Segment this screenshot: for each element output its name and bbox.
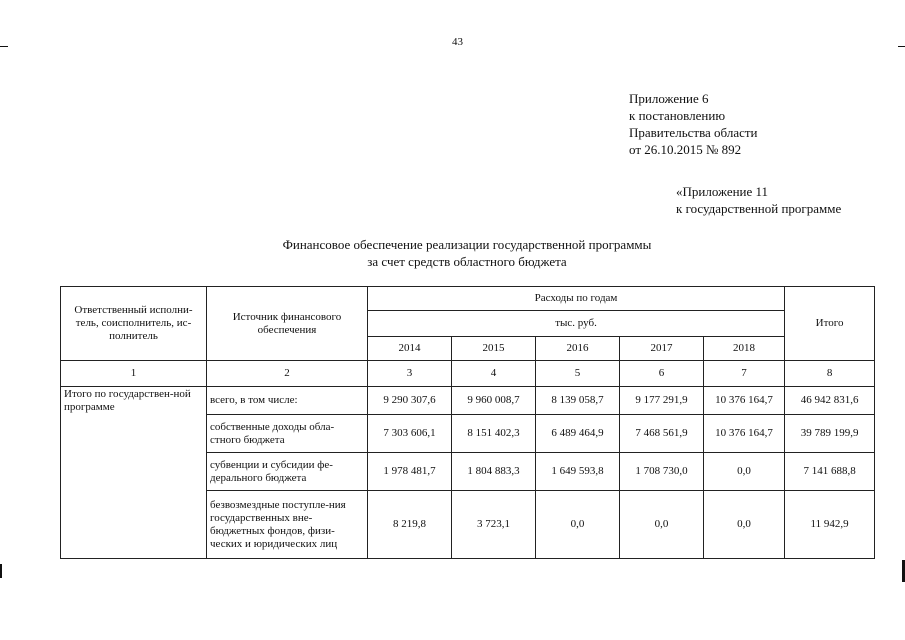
total-cell: 7 141 688,8 (785, 453, 875, 491)
column-number: 2 (207, 361, 368, 387)
header-year: 2016 (536, 337, 620, 361)
column-number: 8 (785, 361, 875, 387)
value-cell: 0,0 (620, 491, 704, 559)
appendix-quote (676, 183, 841, 217)
value-cell: 7 468 561,9 (620, 415, 704, 453)
header-total: Итого (785, 287, 875, 361)
margin-mark (0, 564, 2, 578)
appendix-reference (629, 90, 758, 158)
value-cell: 0,0 (536, 491, 620, 559)
value-cell: 10 376 164,7 (704, 415, 785, 453)
column-number: 5 (536, 361, 620, 387)
appendix-line: к постановлению (629, 108, 726, 123)
value-cell: 1 978 481,7 (368, 453, 452, 491)
value-cell: 10 376 164,7 (704, 387, 785, 415)
column-number: 6 (620, 361, 704, 387)
header-expenses: Расходы по годам (368, 287, 785, 311)
document-title (200, 236, 734, 270)
header-year: 2015 (452, 337, 536, 361)
column-number: 3 (368, 361, 452, 387)
value-cell: 8 139 058,7 (536, 387, 620, 415)
header-year: 2014 (368, 337, 452, 361)
source-cell: всего, в том числе: (207, 387, 368, 415)
title-line: за счет средств областного бюджета (367, 254, 567, 269)
value-cell: 1 708 730,0 (620, 453, 704, 491)
value-cell: 0,0 (704, 453, 785, 491)
value-cell: 1 649 593,8 (536, 453, 620, 491)
appendix-line: от 26.10.2015 № 892 (629, 142, 742, 157)
source-cell: безвозмездные поступле-ния государственных вне-бюджетных фондов, физи-ческих и юридических лиц (207, 491, 368, 559)
total-cell: 39 789 199,9 (785, 415, 875, 453)
column-number-row (61, 361, 875, 387)
header-responsible: Ответственный исполни-тель, соисполнитель, ис-полнитель (61, 287, 207, 361)
value-cell: 9 960 008,7 (452, 387, 536, 415)
header-unit: тыс. руб. (368, 311, 785, 337)
value-cell: 6 489 464,9 (536, 415, 620, 453)
table-row (61, 387, 875, 415)
appendix-line: Приложение 6 (629, 91, 709, 106)
value-cell: 1 804 883,3 (452, 453, 536, 491)
appendix-line: Правительства области (629, 125, 758, 140)
margin-mark (0, 46, 8, 47)
responsible-cell: Итого по государствен-ной программе (61, 387, 207, 559)
value-cell: 8 219,8 (368, 491, 452, 559)
title-line: Финансовое обеспечение реализации государственной программы (282, 237, 652, 252)
financing-table (60, 286, 875, 559)
value-cell: 8 151 402,3 (452, 415, 536, 453)
value-cell: 9 290 307,6 (368, 387, 452, 415)
value-cell: 3 723,1 (452, 491, 536, 559)
appendix-quote-line: к государственной программе (676, 201, 842, 216)
column-number: 7 (704, 361, 785, 387)
column-number: 4 (452, 361, 536, 387)
column-number: 1 (61, 361, 207, 387)
page-number: 43 (452, 36, 463, 48)
appendix-quote-line: «Приложение 11 (676, 184, 769, 199)
header-year: 2018 (704, 337, 785, 361)
total-cell: 46 942 831,6 (785, 387, 875, 415)
header-year: 2017 (620, 337, 704, 361)
header-source: Источник финансового обеспечения (207, 287, 368, 361)
value-cell: 0,0 (704, 491, 785, 559)
source-cell: субвенции и субсидии фе-дерального бюджета (207, 453, 368, 491)
total-cell: 11 942,9 (785, 491, 875, 559)
value-cell: 7 303 606,1 (368, 415, 452, 453)
value-cell: 9 177 291,9 (620, 387, 704, 415)
margin-mark (898, 46, 905, 47)
source-cell: собственные доходы обла-стного бюджета (207, 415, 368, 453)
